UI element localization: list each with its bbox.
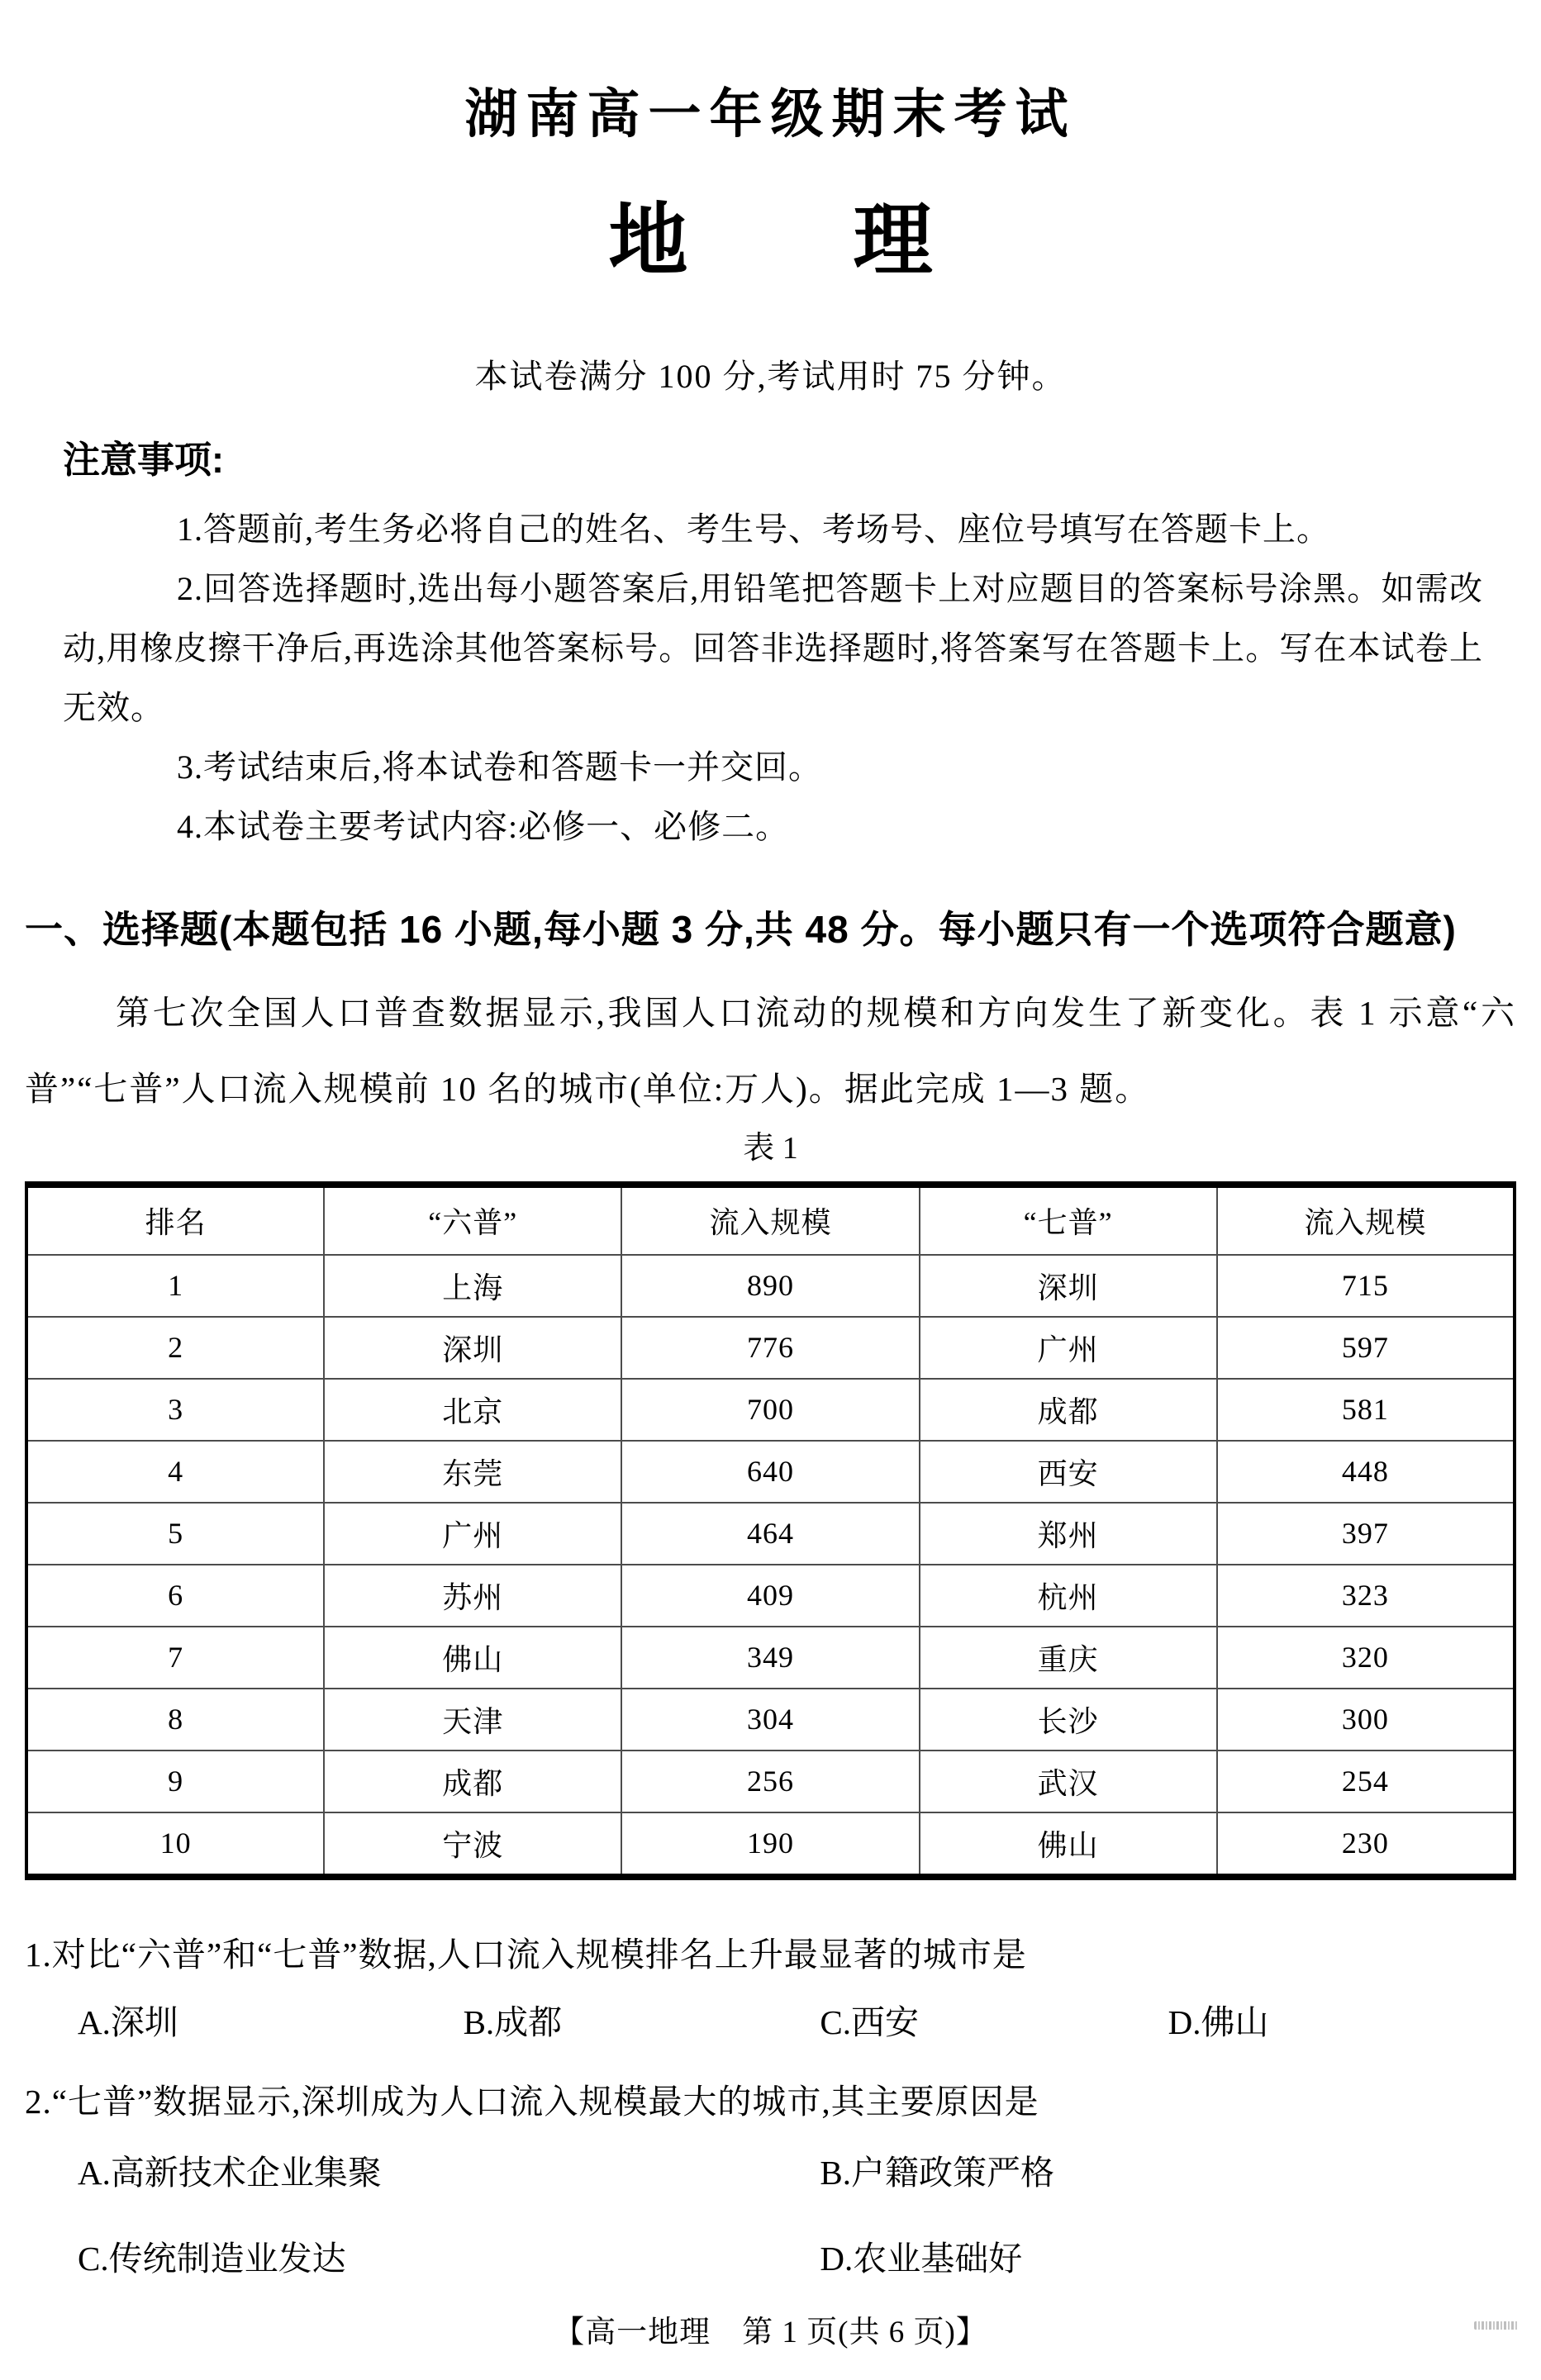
table-row bbox=[26, 1565, 1515, 1627]
question-1-options bbox=[25, 1999, 1516, 2045]
table-cell: 重庆 bbox=[920, 1627, 1217, 1689]
table-cell: 349 bbox=[621, 1627, 919, 1689]
subject-title bbox=[25, 198, 1516, 284]
population-table bbox=[25, 1181, 1516, 1880]
table-header-cell: 流入规模 bbox=[621, 1185, 919, 1255]
notice-item: 1.答题前,考生务必将自己的姓名、考生号、考场号、座位号填写在答题卡上。 bbox=[177, 511, 1330, 549]
table-header-cell: 排名 bbox=[26, 1185, 324, 1255]
table-cell: 上海 bbox=[324, 1255, 621, 1317]
table-cell: 304 bbox=[621, 1689, 919, 1751]
table-row bbox=[26, 1689, 1515, 1751]
table-cell: 深圳 bbox=[324, 1317, 621, 1379]
table-cell: 640 bbox=[621, 1441, 919, 1503]
notice-heading: 注意事项: bbox=[63, 438, 224, 481]
option-b: B.成都 bbox=[463, 2002, 563, 2041]
table-caption: 表 1 bbox=[743, 1131, 798, 1166]
option-c: C.西安 bbox=[820, 2002, 919, 2041]
table-cell: 苏州 bbox=[324, 1565, 621, 1627]
table-cell: 宁波 bbox=[324, 1812, 621, 1877]
table-cell: 西安 bbox=[920, 1441, 1217, 1503]
table-cell: 深圳 bbox=[920, 1255, 1217, 1317]
notice-item: 4.本试卷主要考试内容:必修一、必修二。 bbox=[177, 808, 790, 846]
table-row bbox=[26, 1751, 1515, 1812]
table-row bbox=[26, 1441, 1515, 1503]
table-cell: 464 bbox=[621, 1503, 919, 1565]
table-head bbox=[26, 1185, 1515, 1255]
option-d: D.农业基础好 bbox=[820, 2239, 1023, 2278]
table-cell: 9 bbox=[26, 1751, 324, 1812]
table-row bbox=[26, 1503, 1515, 1565]
table-cell: 天津 bbox=[324, 1689, 621, 1751]
option-a: A.深圳 bbox=[78, 2002, 178, 2041]
table-cell: 2 bbox=[26, 1317, 324, 1379]
question-1-stem: 1.对比“六普”和“七普”数据,人口流入规模排名上升最显著的城市是 bbox=[25, 1935, 1027, 1974]
notice-item: 3.考试结束后,将本试卷和答题卡一并交回。 bbox=[177, 748, 822, 786]
table-cell: 448 bbox=[1217, 1441, 1515, 1503]
table-cell: 广州 bbox=[324, 1503, 621, 1565]
table-row bbox=[26, 1627, 1515, 1689]
table-cell: 北京 bbox=[324, 1379, 621, 1441]
table-cell: 成都 bbox=[920, 1379, 1217, 1441]
option-b: B.户籍政策严格 bbox=[820, 2153, 1054, 2192]
table-body bbox=[26, 1255, 1515, 1877]
table-cell: 254 bbox=[1217, 1751, 1515, 1812]
question-2-stem: 2.“七普”数据显示,深圳成为人口流入规模最大的城市,其主要原因是 bbox=[25, 2082, 1039, 2121]
table-header-cell: “六普” bbox=[324, 1185, 621, 1255]
table-cell: 5 bbox=[26, 1503, 324, 1565]
option-c: C.传统制造业发达 bbox=[78, 2239, 346, 2278]
table-header-cell: “七普” bbox=[920, 1185, 1217, 1255]
table-row bbox=[26, 1812, 1515, 1877]
table-cell: 323 bbox=[1217, 1565, 1515, 1627]
table-cell: 397 bbox=[1217, 1503, 1515, 1565]
table-cell: 1 bbox=[26, 1255, 324, 1317]
table-cell: 8 bbox=[26, 1689, 324, 1751]
table-cell: 7 bbox=[26, 1627, 324, 1689]
table-cell: 300 bbox=[1217, 1689, 1515, 1751]
section-heading: 一、选择题(本题包括 16 小题,每小题 3 分,共 48 分。每小题只有一个选项符合题意) bbox=[25, 908, 1457, 952]
table-cell: 320 bbox=[1217, 1627, 1515, 1689]
table-cell: 190 bbox=[621, 1812, 919, 1877]
table-row bbox=[26, 1379, 1515, 1441]
table-cell: 230 bbox=[1217, 1812, 1515, 1877]
option-d: D.佛山 bbox=[1168, 2002, 1269, 2041]
notice-item: 2.回答选择题时,选出每小题答案后,用铅笔把答题卡上对应题目的答案标号涂黑。如需改动,用橡皮擦干净后,再选涂其他答案标号。回答非选择题时,将答案写在答题卡上。写在本试卷上无效。 bbox=[63, 570, 1483, 727]
notice-section bbox=[63, 439, 1483, 857]
table-cell: 6 bbox=[26, 1565, 324, 1627]
table-cell: 3 bbox=[26, 1379, 324, 1441]
table-cell: 佛山 bbox=[920, 1812, 1217, 1877]
print-artifact-mark bbox=[1474, 2321, 1519, 2330]
page-title: 湖南高一年级期末考试 bbox=[464, 84, 1077, 144]
table-cell: 256 bbox=[621, 1751, 919, 1812]
table-cell: 700 bbox=[621, 1379, 919, 1441]
section-intro: 第七次全国人口普查数据显示,我国人口流动的规模和方向发生了新变化。表 1 示意“六普”“七普”人口流入规模前 10 名的城市(单位:万人)。据此完成 1—3 题。 bbox=[25, 994, 1516, 1109]
question-2-options-row1 bbox=[25, 2150, 1516, 2196]
table-cell: 佛山 bbox=[324, 1627, 621, 1689]
table-cell: 10 bbox=[26, 1812, 324, 1877]
table-cell: 776 bbox=[621, 1317, 919, 1379]
table-cell: 东莞 bbox=[324, 1441, 621, 1503]
table-cell: 广州 bbox=[920, 1317, 1217, 1379]
exam-info-line: 本试卷满分 100 分,考试用时 75 分钟。 bbox=[474, 357, 1067, 395]
question-2-options-row2 bbox=[25, 2235, 1516, 2282]
table-cell: 890 bbox=[621, 1255, 919, 1317]
table-row bbox=[26, 1317, 1515, 1379]
table-cell: 597 bbox=[1217, 1317, 1515, 1379]
subject-char-second: 理 bbox=[853, 197, 933, 285]
subject-char-first: 地 bbox=[608, 197, 688, 285]
table-row bbox=[26, 1255, 1515, 1317]
table-cell: 4 bbox=[26, 1441, 324, 1503]
table-cell: 409 bbox=[621, 1565, 919, 1627]
table-header-cell: 流入规模 bbox=[1217, 1185, 1515, 1255]
table-cell: 715 bbox=[1217, 1255, 1515, 1317]
table-cell: 长沙 bbox=[920, 1689, 1217, 1751]
page-footer: 【高一地理 第 1 页(共 6 页)】 bbox=[554, 2315, 987, 2349]
table-cell: 581 bbox=[1217, 1379, 1515, 1441]
table-cell: 郑州 bbox=[920, 1503, 1217, 1565]
table-cell: 武汉 bbox=[920, 1751, 1217, 1812]
table-header-row bbox=[26, 1185, 1515, 1255]
table-cell: 成都 bbox=[324, 1751, 621, 1812]
option-a: A.高新技术企业集聚 bbox=[78, 2153, 382, 2192]
table-cell: 杭州 bbox=[920, 1565, 1217, 1627]
notice-items bbox=[63, 500, 1483, 857]
